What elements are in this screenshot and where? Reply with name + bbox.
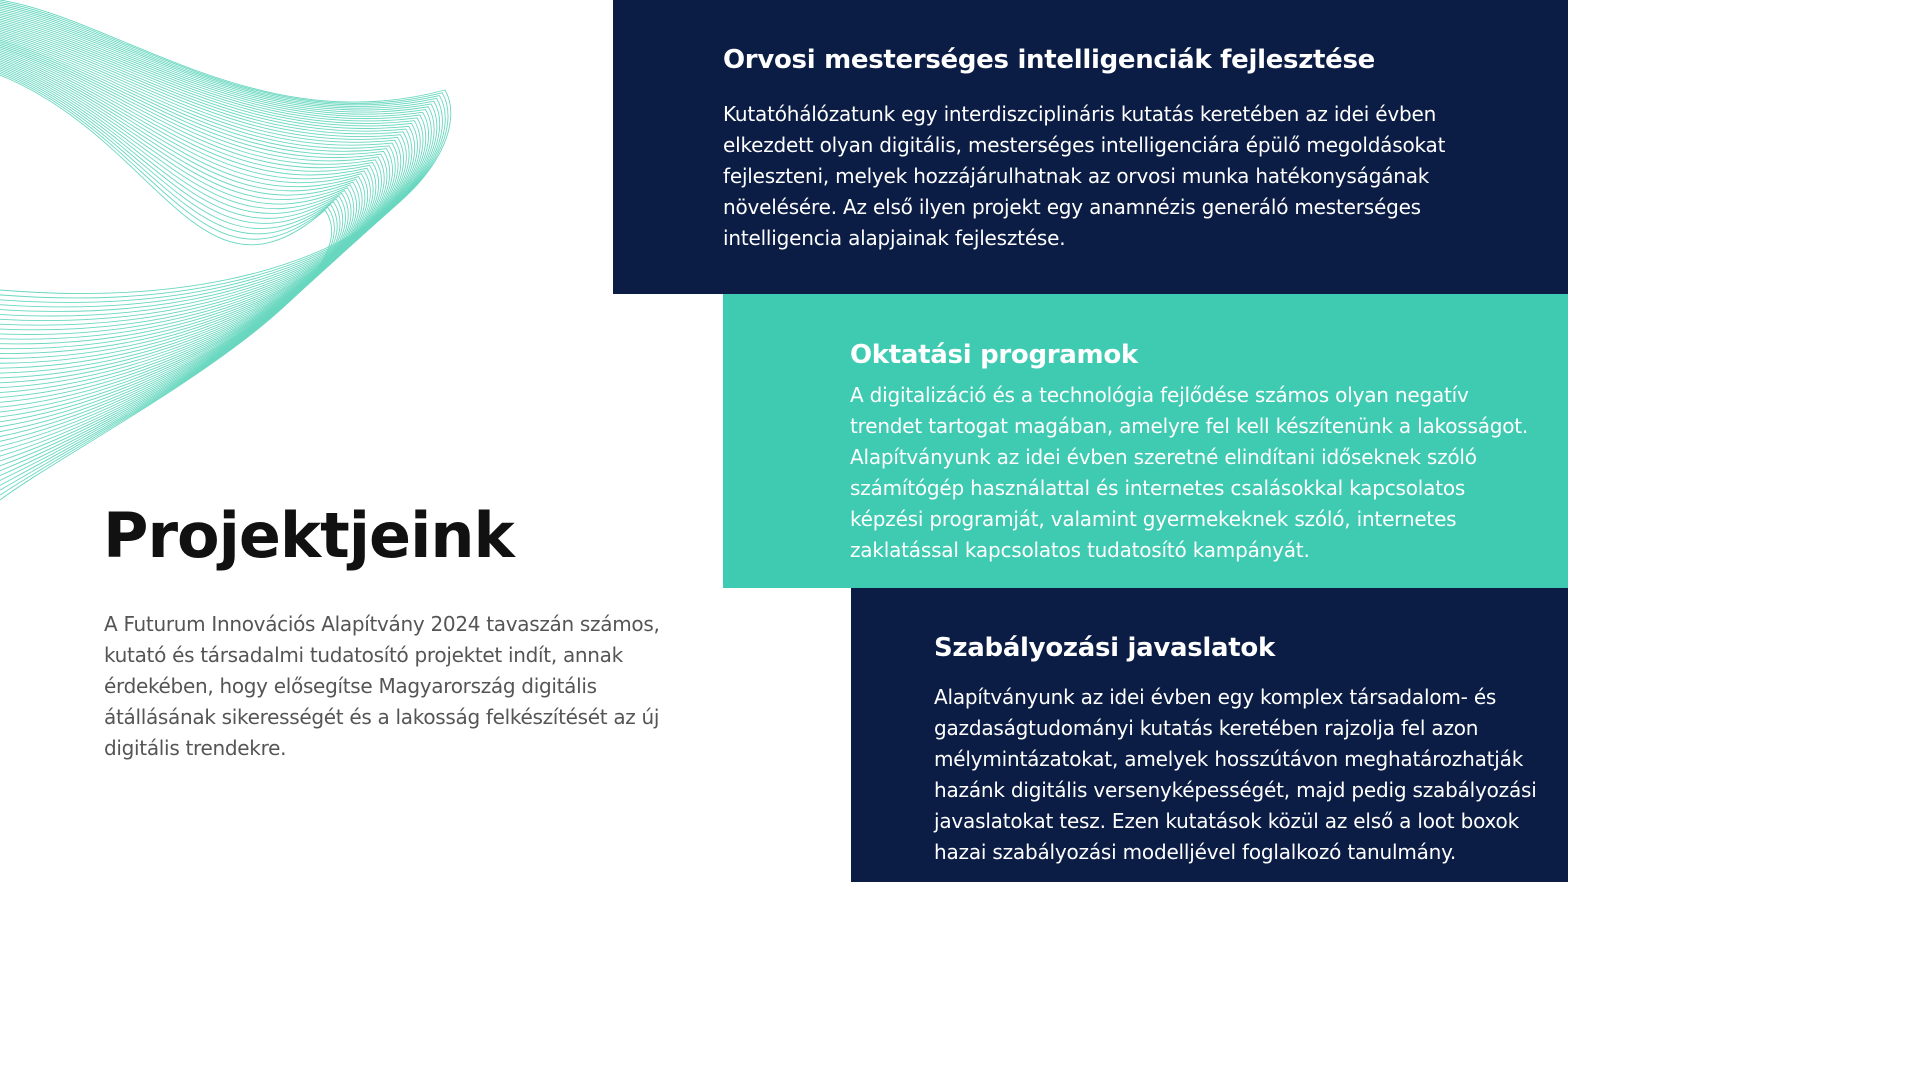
project-title: Oktatási programok (850, 340, 1138, 370)
project-title: Szabályozási javaslatok (934, 633, 1275, 663)
project-description: Alapítványunk az idei évben egy komplex társadalom- és gazdaságtudományi kutatás keretében rajzolja fel azon mélymintázatokat, amelyek hosszútávon meghatározhatják hazánk digitális versenyképességét, majd pedig szabályozási javaslatokat tesz. Ezen kutatások közül az első a loot boxok hazai szabályozási modelljével foglalkozó tanulmány. (934, 685, 1537, 864)
project-title: Orvosi mesterséges intelligenciák fejlesztése (723, 45, 1376, 75)
intro-paragraph: A Futurum Innovációs Alapítvány 2024 tavaszán számos, kutató és társadalmi tudatosító projektet indít, annak érdekében, hogy elősegítse Magyarország digitális átállásának sikerességét és a lakosság felkészítését az új digitális trendekre. (104, 612, 660, 760)
project-card-medical-ai (613, 0, 1568, 294)
project-card-education (723, 294, 1568, 588)
wave-line (0, 30, 404, 373)
wave-mesh-graphic-icon (0, 0, 470, 510)
project-card-regulation (851, 588, 1568, 882)
wave-line (0, 7, 440, 311)
page-title: Projektjeink (103, 499, 514, 572)
project-description: A digitalizáció és a technológia fejlődése számos olyan negatív trendet tartogat magában, amelyre fel kell készítenünk a lakosságot. Alapítványunk az idei évben szeretné elindítani időseknek szóló számítógép használattal és internetes csalásokkal kapcsolatos képzési programját, valamint gyermekeknek szóló, internetes zaklatással kapcsolatos tudatosító kampányát. (850, 383, 1529, 562)
wave-line (0, 37, 393, 393)
project-description: Kutatóhálózatunk egy interdiszciplináris kutatás keretében az idei évben elkezdett olyan digitális, mesterséges intelligenciára épülő megoldásokat fejleszteni, melyek hozzájárulhatnak az orvosi munka hatékonyságának növelésére. Az első ilyen projekt egy anamnézis generáló mesterséges intelligencia alapjainak fejlesztése. (723, 102, 1446, 250)
